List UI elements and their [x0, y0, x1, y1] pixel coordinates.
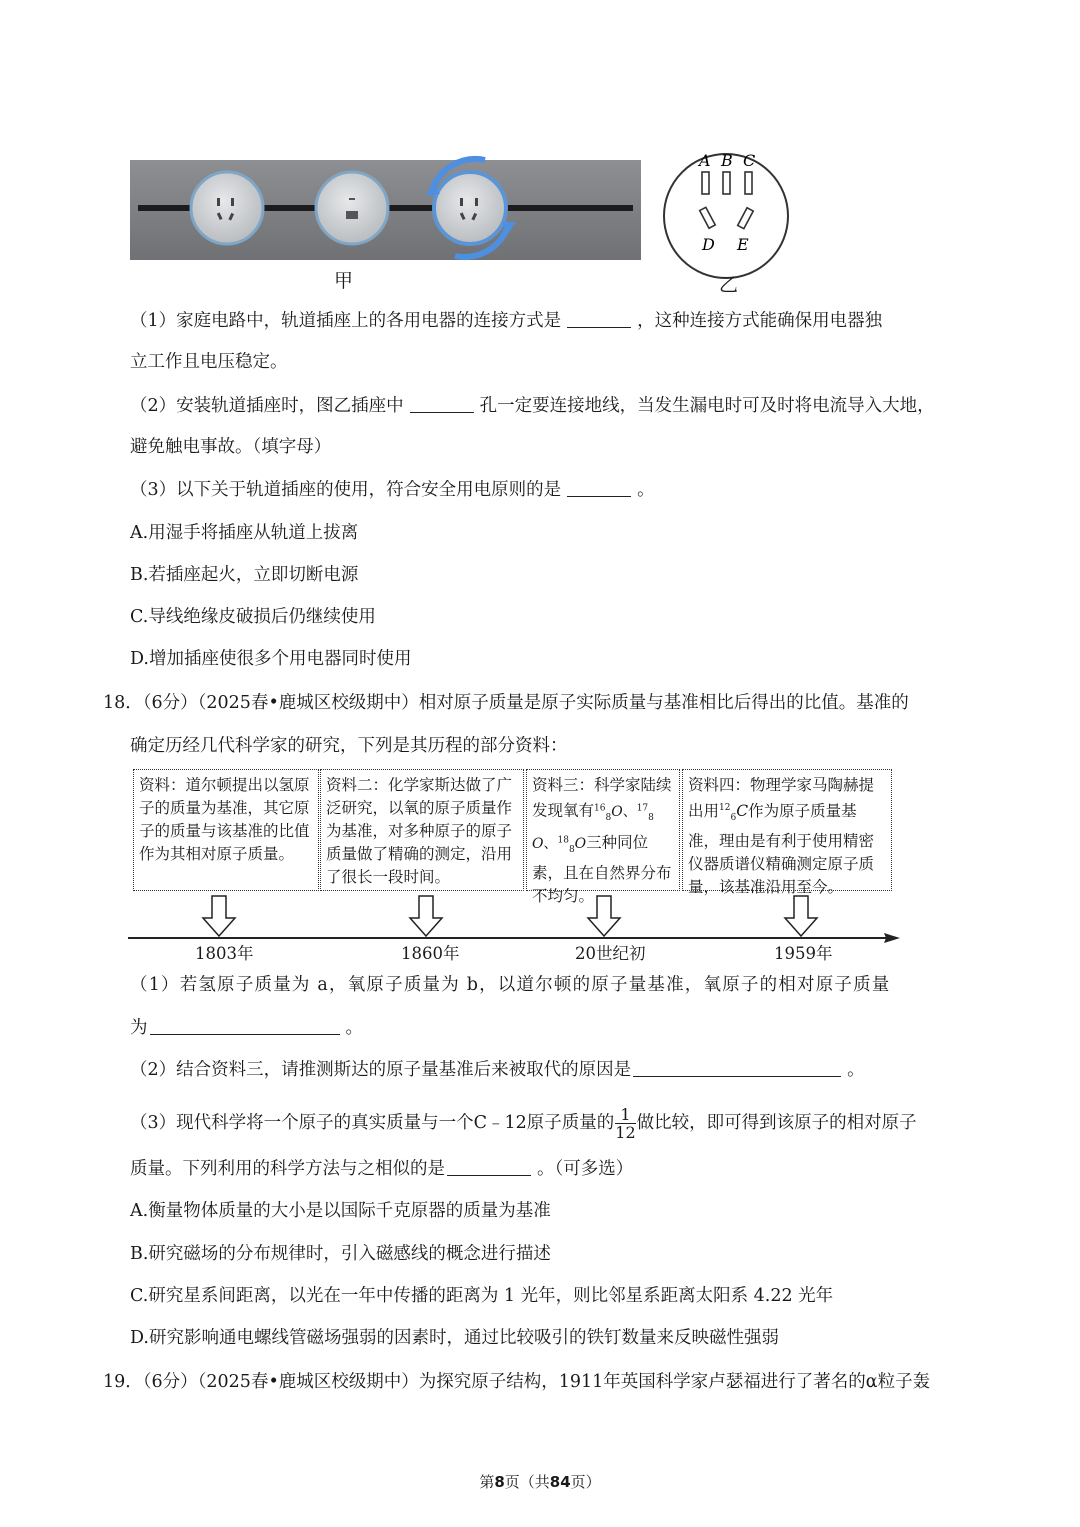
q17-option-d: D.增加插座使很多个用电器同时使用: [130, 649, 412, 669]
q18-part1-cont: 为 。: [130, 1018, 363, 1038]
q18-blank2[interactable]: [633, 1058, 841, 1077]
carbon-12-symbol: $^{12}_6$C: [719, 802, 749, 824]
q18-option-c: C.研究星系间距离，以光在一年中传播的距离为 1 光年，则比邻星系距离太阳系 4.22 光年: [130, 1286, 834, 1306]
socket-unit-left: [191, 172, 263, 244]
timeline-arrowhead: [884, 933, 900, 943]
q18-option-b: B.研究磁场的分布规律时，引入磁感线的概念进行描述: [130, 1244, 551, 1264]
q17-blank2[interactable]: [410, 394, 474, 413]
label-c: C: [743, 151, 756, 170]
material-box-3: 资料三：科学家陆续发现氧有$^{16}_8$O、$^{17}_8$O、$^{18}_8$O三种同位素，且在自然界分布不均匀。: [526, 769, 680, 891]
q18-part3-cont: 质量。下列利用的科学方法与之相似的是 。（可多选）: [130, 1159, 634, 1179]
timeline-arrow-3: [588, 896, 620, 936]
q17-option-a: A.用湿手将插座从轨道上拔离: [130, 523, 359, 543]
oxygen-isotopes: $^{16}_8$O、$^{17}_8$O、$^{18}_8$O: [532, 803, 654, 855]
q18-blank3[interactable]: [447, 1157, 531, 1176]
label-b: B: [721, 151, 733, 170]
track-socket-photo: [130, 160, 641, 288]
page-footer: 第8页（共84页）: [479, 1473, 601, 1491]
q17-part1-cont: 立工作且电压稳定。: [130, 352, 288, 372]
timeline-arrow-1: [203, 896, 235, 936]
q18-part2: （2）结合资料三，请推测斯达的原子量基准后来被取代的原因是 。: [130, 1060, 865, 1080]
year-1959: 1959年: [774, 944, 833, 963]
figure-jia-caption: 甲: [334, 270, 354, 292]
one-twelfth-fraction: $\frac{1}{12}$: [615, 1105, 636, 1142]
q18-option-d: D.研究影响通电螺线管磁场强弱的因素时，通过比较吸引的铁钉数量来反映磁性强弱: [130, 1328, 779, 1348]
q18-header: 18．（6分）（2025春•鹿城区校级期中）相对原子质量是原子实际质量与基准相比后得出的比值。基准的: [103, 693, 909, 713]
q17-option-b: B.若插座起火，立即切断电源: [130, 565, 359, 585]
current-page: 8: [494, 1473, 505, 1491]
q17-part2-cont: 避免触电事故。（填字母）: [130, 437, 332, 457]
timeline-arrow-2: [410, 896, 442, 936]
q18-blank1[interactable]: [150, 1016, 340, 1035]
label-a: A: [699, 151, 711, 170]
total-pages: 84: [549, 1473, 571, 1491]
q17-blank3[interactable]: [567, 478, 631, 497]
year-1803: 1803年: [195, 944, 254, 963]
label-d: D: [702, 235, 715, 254]
q17-part1: （1）家庭电路中，轨道插座上的各用电器的连接方式是 ，这种连接方式能确保用电器独: [130, 311, 883, 331]
year-1860: 1860年: [401, 944, 460, 963]
socket-unit-middle: [316, 172, 388, 244]
q17-part2: （2）安装轨道插座时，图乙插座中 孔一定要连接地线，当发生漏电时可及时将电流导入大地，: [130, 396, 935, 416]
figure-yi-caption: 乙: [719, 274, 739, 296]
q19-header: 19．（6分）（2025春•鹿城区校级期中）为探究原子结构，1911年英国科学家卢瑟福进行了著名的α粒子轰: [103, 1372, 931, 1392]
q17-option-c: C.导线绝缘皮破损后仍继续使用: [130, 607, 376, 627]
q17-part3: （3）以下关于轨道插座的使用，符合安全用电原则的是 。: [130, 480, 655, 500]
q18-header-cont: 确定历经几代科学家的研究，下列是其历程的部分资料：: [130, 736, 568, 756]
q18-part1: （1）若氢原子质量为 a，氧原子质量为 b，以道尔顿的原子量基准，氧原子的相对原子质量: [130, 975, 891, 995]
socket-diagram: [662, 140, 792, 290]
q18-part3: （3）现代科学将一个原子的真实质量与一个C﹣12原子质量的 $\frac{1}{12}$ 做比较，即可得到该原子的相对原子: [130, 1105, 917, 1142]
material-box-1: 资料：道尔顿提出以氢原子的质量为基准，其它原子的质量与该基准的比值作为其相对原子质量。: [133, 769, 319, 891]
year-20th-century: 20世纪初: [575, 944, 646, 963]
label-e: E: [737, 235, 749, 254]
material-box-4: 资料四：物理学家马陶赫提出用$^{12}_6$C作为原子质量基准，理由是有利于使用精密仪器质谱仪精确测定原子质量，该基准沿用至今。: [682, 769, 892, 891]
material-box-2: 资料二：化学家斯达做了广泛研究，以氧的原子质量作为基准，对多种原子的原子质量做了精确的测定，沿用了很长一段时间。: [320, 769, 524, 891]
q17-blank1[interactable]: [567, 309, 631, 328]
q18-option-a: A.衡量物体质量的大小是以国际千克原器的质量为基准: [130, 1201, 551, 1221]
timeline-arrow-4: [785, 896, 817, 936]
